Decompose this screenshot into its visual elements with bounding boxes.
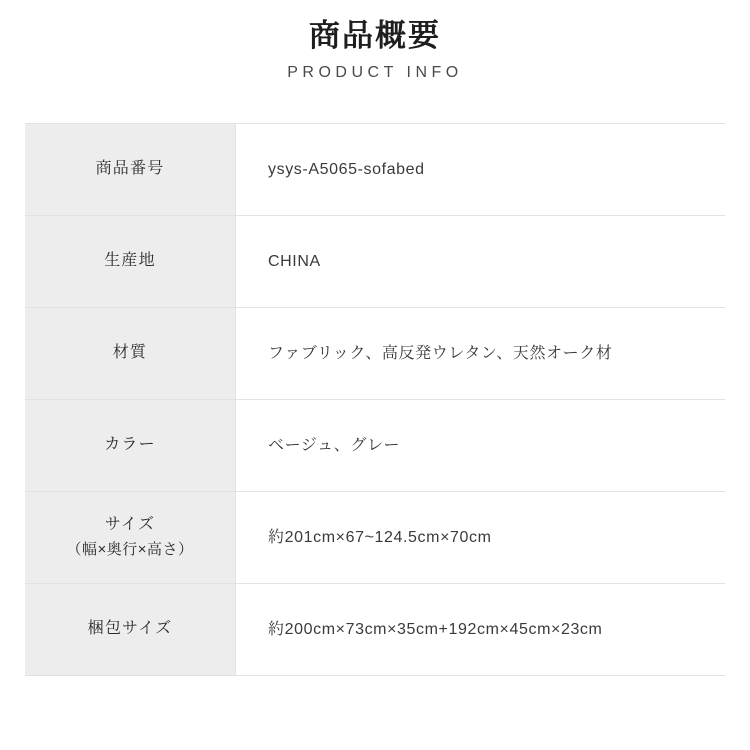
spec-value-cell: ベージュ、グレー — [236, 400, 726, 492]
table-row — [25, 308, 725, 400]
page-header — [0, 0, 750, 82]
product-spec-table — [25, 123, 725, 676]
spec-label-cell — [25, 216, 236, 308]
table-row — [25, 400, 725, 492]
spec-label-cell — [25, 400, 236, 492]
table-row — [25, 124, 725, 216]
spec-value-cell: 約201cm×67~124.5cm×70cm — [236, 492, 726, 584]
table-row — [25, 584, 725, 676]
spec-label-cell — [25, 584, 236, 676]
page-subtitle: PRODUCT INFO — [287, 64, 463, 82]
spec-label-cell — [25, 124, 236, 216]
spec-label-sub: （幅×奥行×高さ） — [66, 541, 194, 559]
spec-label: 材質 — [112, 344, 148, 362]
spec-label: カラー — [104, 436, 156, 454]
table-row — [25, 492, 725, 584]
spec-label-cell — [25, 492, 236, 584]
page-title: 商品概要 — [309, 18, 441, 53]
spec-value-cell: ファブリック、高反発ウレタン、天然オーク材 — [236, 308, 726, 400]
spec-label: 商品番号 — [95, 160, 165, 178]
table-row — [25, 216, 725, 308]
spec-value-cell: CHINA — [236, 216, 726, 308]
spec-label: サイズ — [104, 516, 156, 534]
spec-value-cell: 約200cm×73cm×35cm+192cm×45cm×23cm — [236, 584, 726, 676]
spec-label: 梱包サイズ — [87, 620, 173, 638]
spec-value-cell: ysys-A5065-sofabed — [236, 124, 726, 216]
spec-label: 生産地 — [104, 252, 156, 270]
spec-label-cell — [25, 308, 236, 400]
